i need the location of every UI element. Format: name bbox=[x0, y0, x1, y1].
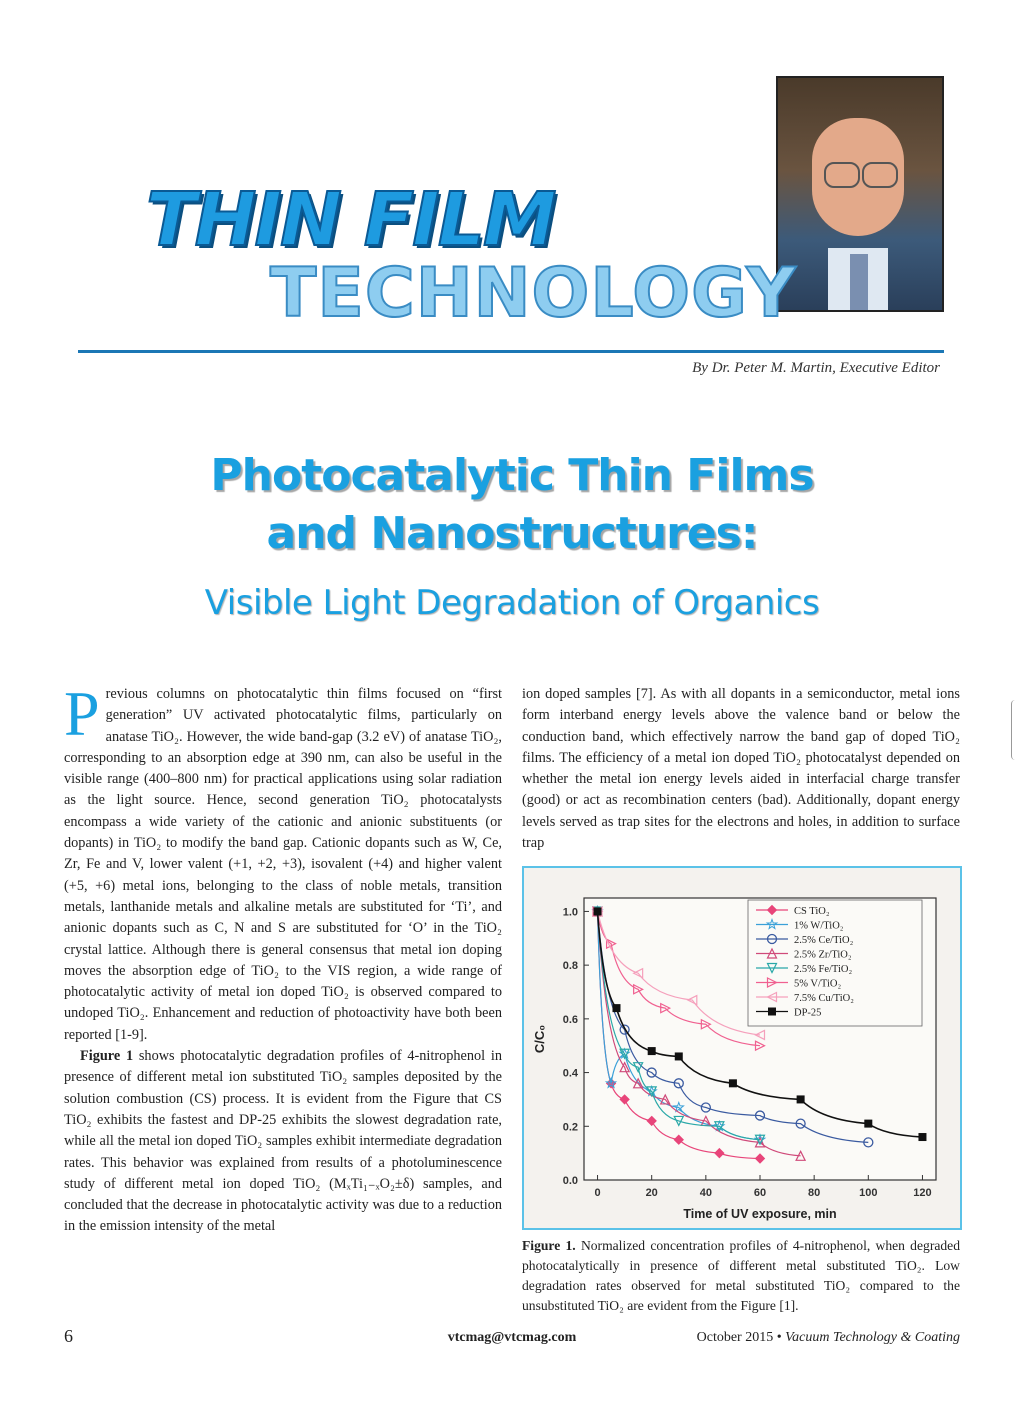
legend-marker bbox=[768, 1008, 776, 1016]
paragraph-2: shows photocatalytic degradation profiles of 4-nitrophenol in presence of different metal ion substituted TiO₂ samples deposited by the solution combustion (CS) process. It is evident from the Figure that CS TiO₂ exhibits the fastest and DP-25 exhibits the slowest degradation rate, while all the metal ion doped TiO₂ samples exhibit intermediate degradation rates. This behavior was explained from results of a photoluminescence study of different metal ion doped TiO₂ (MₓTi₁₋ₓO₂±δ) samples, and concluded that the decrease in photocatalytic activity was due to a reduction in the emission intensity of the metal bbox=[64, 1048, 502, 1235]
page-number: 6 bbox=[64, 1326, 73, 1346]
right-column bbox=[522, 684, 960, 854]
x-tick-label: 80 bbox=[808, 1187, 821, 1199]
x-tick-label: 20 bbox=[645, 1187, 658, 1199]
y-axis-label: C/C₀ bbox=[532, 1024, 547, 1054]
drop-cap: P bbox=[64, 678, 100, 749]
data-point bbox=[648, 1047, 656, 1055]
logo-line-1: THIN FILM bbox=[146, 177, 555, 263]
legend-label: 1% W/TiO₂ bbox=[794, 920, 844, 932]
y-tick-label: 0.0 bbox=[562, 1175, 578, 1187]
data-point bbox=[594, 907, 602, 915]
data-point bbox=[612, 1004, 620, 1012]
x-tick-label: 60 bbox=[753, 1187, 767, 1199]
figure-1 bbox=[522, 866, 962, 1230]
logo-line-2: TECHNOLOGY bbox=[270, 254, 797, 333]
column-logo bbox=[146, 177, 946, 340]
legend-label: 2.5% Ce/TiO₂ bbox=[794, 935, 854, 946]
data-point bbox=[797, 1095, 805, 1103]
data-point bbox=[675, 1052, 683, 1060]
x-tick-label: 0 bbox=[594, 1187, 601, 1199]
x-tick-label: 100 bbox=[859, 1187, 878, 1199]
right-paragraph-1: ion doped samples [7]. As with all dopants in a semiconductor, metal ions form interband energy levels above the valence band or below the conduction band, which effectively narrow the band gap of doped TiO₂ films. The efficiency of a metal ion doped TiO₂ photocatalyst depended on whether the metal ion energy levels aided in interfacial charge transfer (good) or act as recombination centers (bad). Additionally, dopant energy levels served as trap sites for the electrons and holes, in addition to surface trap bbox=[522, 686, 960, 852]
x-tick-label: 120 bbox=[913, 1187, 932, 1199]
data-point bbox=[729, 1079, 737, 1087]
page-edge-mark bbox=[1011, 700, 1024, 760]
issue-date: October 2015 bbox=[696, 1330, 774, 1345]
caption-text: Normalized concentration profiles of 4-nitrophenol, when degraded photocatalytically in presence of different metal substituted TiO₂. Low degradation rates observed for metal substituted TiO₂ compared to the unsubstituted TiO₂ are evident from the Figure [1]. bbox=[522, 1238, 961, 1313]
legend-label: DP-25 bbox=[794, 1007, 822, 1019]
header-rule bbox=[78, 350, 944, 353]
legend-label: CS TiO₂ bbox=[794, 906, 830, 917]
caption-label: Figure 1. bbox=[522, 1238, 576, 1253]
y-tick-label: 0.8 bbox=[562, 960, 578, 973]
y-tick-label: 0.2 bbox=[562, 1121, 578, 1134]
degradation-chart bbox=[524, 868, 960, 1228]
y-tick-label: 0.6 bbox=[562, 1013, 578, 1026]
legend-label: 2.5% Zr/TiO₂ bbox=[794, 949, 852, 961]
figure-caption bbox=[522, 1236, 960, 1316]
data-point bbox=[864, 1120, 872, 1128]
legend-label: 2.5% Fe/TiO₂ bbox=[794, 964, 853, 975]
paragraph-1: revious columns on photocatalytic thin films focused on “first generation” UV activated photocatalytic films, particularly on anatase TiO₂. However, the wide band-gap (3.2 eV) of anatase TiO₂, corresponding to an absorption edge at 390 nm, can also be useful in the visible range (400–800 nm) for practical applications using solar radiation as the light source. Hence, second generation TiO₂ photocatalysts encompass a wide variety of the cationic and anionic substituents (or dopants) in TiO₂ to modify the band gap. Cationic dopants such as W, Ce, Zr, Fe and V, lower valent (+1, +2, +3), isovalent (+4) and higher valent (+5, +6) metal ions, belonging to the class of noble metals, transition metals, lanthanide metals and alkaline metals are substituted for ‘Ti’, and anionic dopants such as C, N and S are substituted for ‘O’ in the TiO₂ crystal lattice. Although there is general consensus that metal ion doping moves the absorption edge of TiO₂ to the VIS region, a wide range of photocatalytic activity of metal ion doped TiO₂ is observed compared to undoped TiO₂. Enhancement and reduction of photoactivity have both been reported [1-9]. bbox=[64, 686, 502, 1043]
legend-label: 5% V/TiO₂ bbox=[794, 978, 842, 990]
article-title-line-1: Photocatalytic Thin Films bbox=[210, 450, 814, 501]
footer-email: vtcmag@vtcmag.com bbox=[447, 1330, 577, 1345]
x-tick-label: 40 bbox=[699, 1187, 712, 1199]
magazine-name: Vacuum Technology & Coating bbox=[785, 1330, 960, 1345]
legend-label: 7.5% Cu/TiO₂ bbox=[794, 993, 854, 1004]
y-tick-label: 0.4 bbox=[562, 1067, 578, 1080]
data-point bbox=[918, 1133, 926, 1141]
byline: By Dr. Peter M. Martin, Executive Editor bbox=[692, 360, 940, 376]
separator: • bbox=[776, 1330, 782, 1345]
x-axis-label: Time of UV exposure, min bbox=[683, 1207, 837, 1221]
figure-reference: Figure 1 bbox=[80, 1048, 134, 1065]
y-tick-label: 1.0 bbox=[562, 906, 578, 919]
footer-issue bbox=[697, 1330, 960, 1346]
article-subtitle: Visible Light Degradation of Organics bbox=[204, 583, 820, 623]
left-column bbox=[64, 678, 502, 1238]
article-title-line-2: and Nanostructures: bbox=[266, 508, 758, 559]
